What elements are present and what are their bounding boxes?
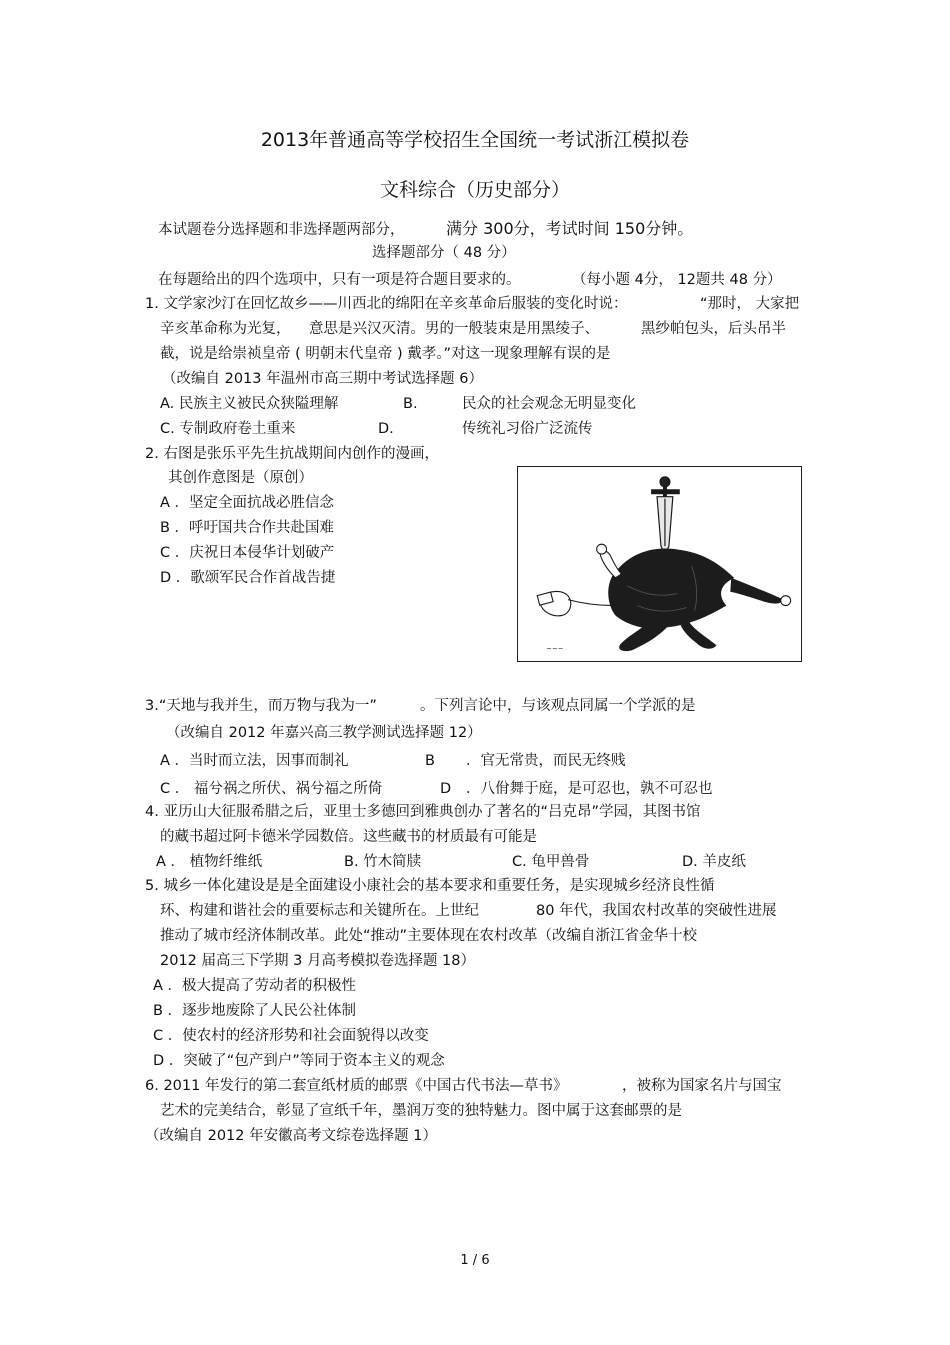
- q5-option-c: C ．使农村的经济形势和社会面貌得以改变: [153, 1028, 429, 1044]
- q3-source: （改编自 2012 年嘉兴高三教学测试选择题 12）: [166, 725, 482, 741]
- q1-stem-line2b: 意思是兴汉灭清。男的一般装束是用黑绫子、: [309, 321, 599, 337]
- q1-stem-line1-quote: “那时， 大家把: [700, 296, 800, 312]
- q5-option-d: D ．突破了“包产到户”等同于资本主义的观念: [153, 1053, 445, 1069]
- q1-stem-line2c: 黑纱帕包头，后头吊半: [641, 321, 786, 337]
- q3-stem-line1: 3.“天地与我并生，而万物与我为一”: [145, 698, 377, 714]
- q4-option-b: B. 竹木简牍: [344, 854, 422, 870]
- q1-stem-line2a: 辛亥革命称为光复，: [160, 321, 291, 337]
- q6-stem-line1: 6. 2011 年发行的第二套宣纸材质的邮票《中国古代书法—草书》: [145, 1078, 568, 1094]
- intro-score-time: 满分 300分，考试时间 150分钟。: [446, 219, 694, 238]
- q6-stem-line2: 艺术的完美结合，彰显了宣纸千年，墨润万变的独特魅力。图中属于这套邮票的是: [160, 1103, 682, 1119]
- instructions-score: （每小题 4分， 12题共 48 分）: [572, 272, 782, 288]
- q3-stem-line1b: 。下列言论中，与该观点同属一个学派的是: [420, 698, 696, 714]
- q1-stem-line3: 截，说是给崇祯皇帝 ( 明朝末代皇帝 ) 戴孝。”对这一现象理解有误的是: [160, 346, 611, 362]
- cartoon-image: [517, 466, 802, 662]
- q3-option-d-label: D: [440, 781, 452, 797]
- q1-option-d-label: D.: [378, 421, 394, 437]
- q3-option-c: C ． 福兮祸之所伏、祸兮福之所倚: [160, 781, 383, 797]
- q1-stem-line1: 1. 文学家沙汀在回忆故乡——川西北的绵阳在辛亥革命后服装的变化时说：: [145, 296, 628, 312]
- q4-option-d: D. 羊皮纸: [682, 854, 746, 870]
- q1-source: （改编自 2013 年温州市高三期中考试选择题 6）: [162, 371, 483, 387]
- q3-option-b: ．官无常贵，而民无终贱: [466, 753, 626, 769]
- q5-stem-line1: 5. 城乡一体化建设是是全面建设小康社会的基本要求和重要任务，是实现城乡经济良性循: [145, 878, 715, 894]
- q5-stem-line2b: 80 年代，我国农村改革的突破性进展: [536, 903, 777, 919]
- q1-option-b-label: B.: [403, 396, 418, 412]
- page-subtitle: 文科综合（历史部分）: [379, 179, 570, 201]
- q2-option-b: B ．呼吁国共合作共赴国难: [160, 520, 335, 536]
- q2-option-a: A ．坚定全面抗战必胜信念: [160, 495, 335, 511]
- q5-stem-line2a: 环、构建和谐社会的重要标志和关键所在。上世纪: [160, 903, 479, 919]
- q2-option-c: C ．庆祝日本侵华计划破产: [160, 545, 335, 561]
- q5-stem-line3: 推动了城市经济体制改革。此处“推动”主要体现在农村改革（改编自浙江省金华十校: [160, 928, 698, 944]
- q2-stem-line1: 2. 右图是张乐平先生抗战期间内创作的漫画，: [145, 446, 439, 462]
- instructions: 在每题给出的四个选项中，只有一项是符合题目要求的。: [158, 272, 521, 288]
- q6-source: （改编自 2012 年安徽高考文综卷选择题 1）: [145, 1128, 437, 1144]
- q1-option-c: C. 专制政府卷土重来: [160, 421, 296, 437]
- q3-option-a: A ．当时而立法，因事而制礼: [160, 753, 349, 769]
- q4-option-c: C. 龟甲兽骨: [512, 854, 590, 870]
- cartoon-signature: ~~~: [546, 645, 564, 654]
- section-heading: 选择题部分（ 48 分）: [372, 245, 516, 261]
- page-number: 1 / 6: [460, 1253, 490, 1268]
- q5-option-b: B ．逐步地废除了人民公社体制: [153, 1003, 357, 1019]
- intro-text: 本试题卷分选择题和非选择题两部分，: [158, 222, 405, 238]
- q1-option-a: A. 民族主义被民众狭隘理解: [160, 396, 339, 412]
- q2-stem-line2: 其创作意图是（原创）: [168, 470, 313, 486]
- q4-stem-line1: 4. 亚历山大征服希腊之后，亚里士多德回到雅典创办了著名的“吕克昂”学园，其图书馆: [145, 804, 701, 820]
- q5-stem-line4: 2012 届高三下学期 3 月高考模拟卷选择题 18）: [160, 953, 476, 969]
- q2-option-d: D ．歌颂军民合作首战告捷: [160, 570, 336, 586]
- q6-stem-line1b: ，被称为国家名片与国宝: [622, 1078, 782, 1094]
- q3-option-d: ．八佾舞于庭，是可忍也，孰不可忍也: [466, 781, 713, 797]
- q5-option-a: A ．极大提高了劳动者的积极性: [153, 978, 357, 994]
- q1-option-b: 民众的社会观念无明显变化: [462, 396, 636, 412]
- q3-option-b-label: B: [425, 753, 435, 769]
- page-title: 2013年普通高等学校招生全国统一考试浙江模拟卷: [260, 129, 690, 151]
- q1-option-d: 传统礼习俗广泛流传: [462, 421, 593, 437]
- cartoon-illustration: [518, 467, 801, 661]
- q4-stem-line2: 的藏书超过阿卡德米学园数倍。这些藏书的材质最有可能是: [160, 829, 537, 845]
- q4-option-a: A ． 植物纤维纸: [156, 854, 263, 870]
